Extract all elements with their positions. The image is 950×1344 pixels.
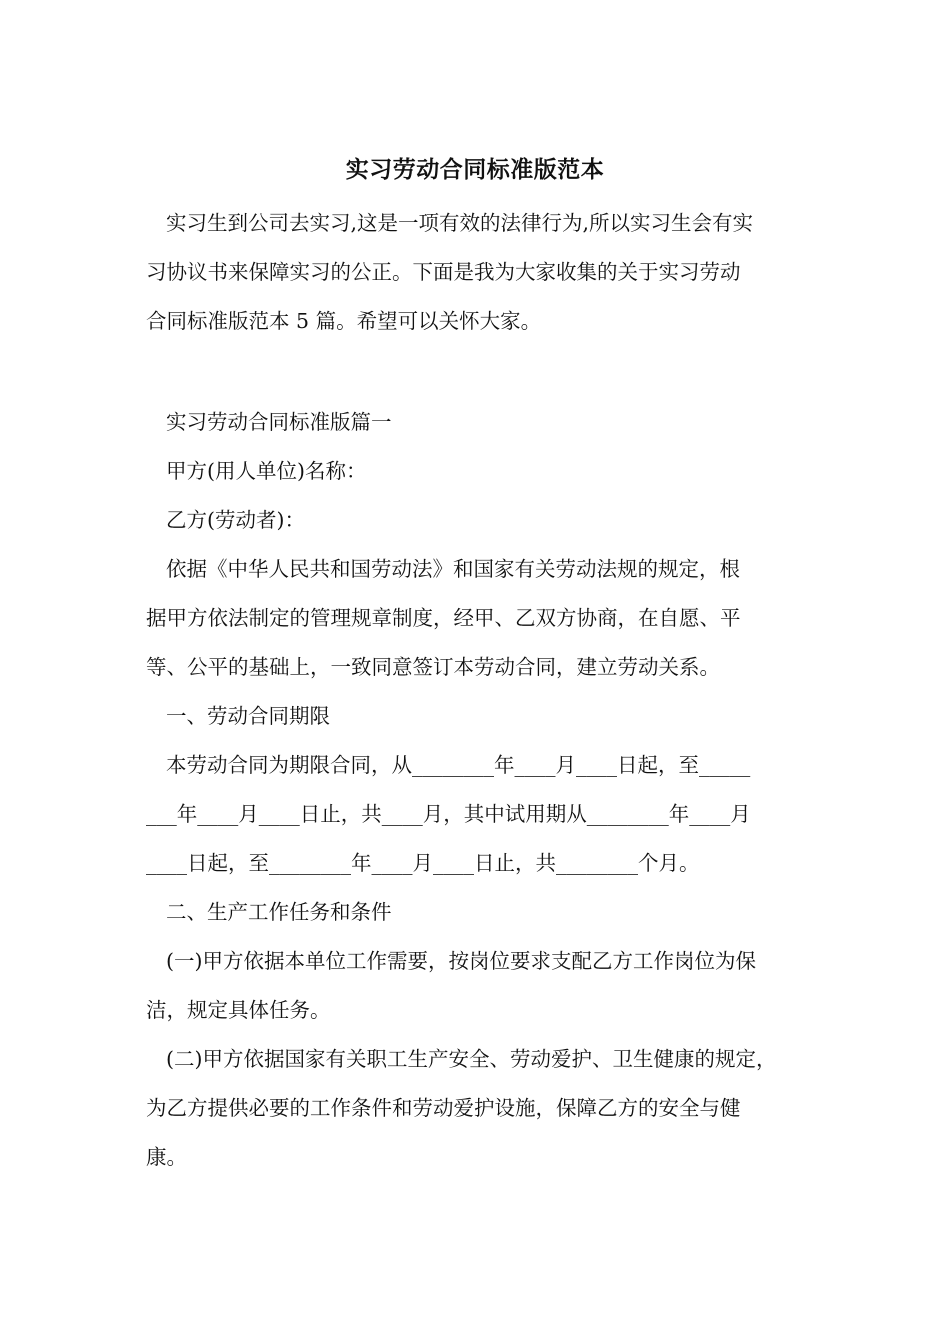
basis-line: 据甲方依法制定的管理规章制度，经甲、乙双方协商，在自愿、平 <box>146 606 741 630</box>
heading-work-tasks: 二、生产工作任务和条件 <box>166 900 392 924</box>
intro-paragraph <box>146 199 822 346</box>
term-line: ____日起，至________年____月____日止，共________个月。 <box>146 851 700 875</box>
term-line: 本劳动合同为期限合同，从________年____月____日起，至_____ <box>166 753 751 777</box>
party-a-label: 甲方(用人单位)名称： <box>166 459 367 483</box>
heading-contract-term: 一、劳动合同期限 <box>166 704 330 728</box>
basis-line: 依据《中华人民共和国劳动法》和国家有关劳动法规的规定，根 <box>166 557 740 581</box>
intro-line: 习协议书来保障实习的公正。下面是我为大家收集的关于实习劳动 <box>146 260 741 284</box>
item-2-line: 康。 <box>146 1145 187 1169</box>
intro-line: 实习生到公司去实习,这是一项有效的法律行为,所以实习生会有实 <box>166 211 754 235</box>
item-2-line: 为乙方提供必要的工作条件和劳动爱护设施，保障乙方的安全与健 <box>146 1096 741 1120</box>
section-title: 实习劳动合同标准版篇一 <box>166 410 392 434</box>
item-2-line: (二)甲方依据国家有关职工生产安全、劳动爱护、卫生健康的规定， <box>166 1047 777 1071</box>
party-b-label: 乙方(劳动者)： <box>166 508 305 532</box>
term-line: ___年____月____日止，共____月，其中试用期从________年____月 <box>146 802 751 826</box>
item-1-line: (一)甲方依据本单位工作需要，按岗位要求支配乙方工作岗位为保 <box>166 949 756 973</box>
document-title: 实习劳动合同标准版范本 <box>345 157 605 183</box>
intro-line: 合同标准版范本 5 篇。希望可以关怀大家。 <box>146 309 542 333</box>
contract-header <box>146 398 822 1182</box>
item-1-line: 洁，规定具体任务。 <box>146 998 331 1022</box>
basis-line: 等、公平的基础上，一致同意签订本劳动合同，建立劳动关系。 <box>146 655 720 679</box>
